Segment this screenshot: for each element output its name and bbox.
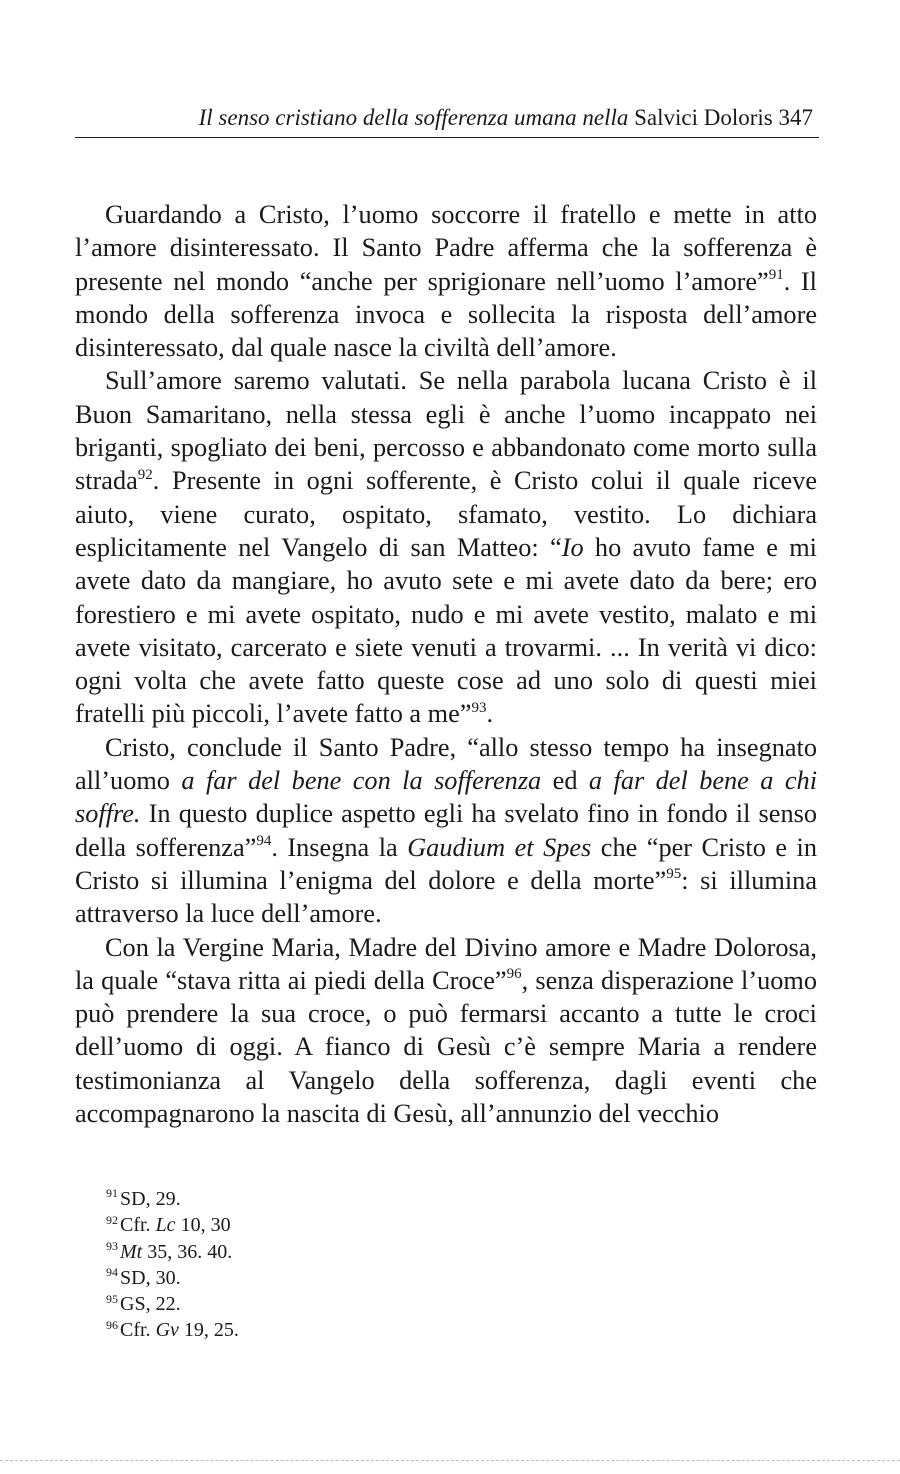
text-run: . Insegna la: [271, 832, 408, 862]
footnote: [106, 1212, 506, 1238]
footnote-ref: 92: [137, 466, 153, 483]
text-run: . Il mondo della sofferenza invoca e sollecita la risposta dell’amore disinteressato, dal quale nasce la civiltà dell’amore.: [75, 266, 817, 363]
text-run: 10, 30: [175, 1214, 231, 1237]
text-run: 35, 36. 40.: [142, 1240, 233, 1263]
footnote: [106, 1186, 506, 1212]
footnote-ref: 96: [506, 966, 522, 983]
paragraph: [75, 731, 817, 931]
body-text: [75, 198, 817, 1130]
text-run: In questo duplice aspetto egli ha svelato fino in fondo il senso della sofferenza”: [75, 799, 817, 862]
text-run: ed: [541, 766, 589, 796]
text-run: Guardando a Cristo, l’uomo soccorre il fratello e mette in atto l’amore disinteressato. Il Santo Padre afferma che la sofferenza è presente nel mondo “anche per sprigionare nell’uomo l’amore”: [75, 200, 817, 296]
text-run: Sull’amore saremo valutati. Se nella parabola lucana Cristo è il Buon Samaritano, nella stessa egli è anche l’uomo incappato nei briganti, spogliato dei beni, percosso e abbandonato come morto sulla strada: [75, 366, 817, 496]
italic-text: Mt: [120, 1240, 143, 1263]
text-run: Cfr.: [120, 1214, 156, 1237]
footnote-number: 94: [106, 1265, 118, 1280]
text-run: SD, 29.: [120, 1188, 181, 1210]
footnote-number: 91: [106, 1186, 118, 1201]
footnote-number: 96: [106, 1317, 118, 1332]
paragraph: [75, 364, 817, 730]
footnote-ref: 94: [256, 832, 272, 849]
text-run: GS, 22.: [120, 1293, 181, 1316]
text-run: Cristo, conclude il Santo Padre, “allo stesso tempo ha insegnato all’uomo: [75, 732, 817, 796]
text-run: Con la Vergine Maria, Madre del Divino amore e Madre Dolorosa, la quale “stava ritta ai piedi della Croce”: [75, 932, 817, 995]
text-run: che “per Cristo e in Cristo si illumina l’enigma del dolore e della morte”: [75, 832, 817, 895]
footnote: [106, 1239, 506, 1265]
footnote-number: 93: [106, 1238, 118, 1253]
text-run: ho avuto fame e mi avete dato da mangiare, ho avuto sete e mi avete dato da bere; ero forestiero e mi avete ospitato, nudo e mi avete vestito, malato e mi avete visitato, carcerato e siete venuti a trovarmi. ... In verità vi dico: ogni volta che avete fatto queste cose ad uno solo di questi miei fratelli più piccoli, l’avete fatto a me”: [75, 532, 817, 729]
paragraph: [75, 931, 817, 1131]
footnote-number: 95: [106, 1291, 118, 1306]
footnote: [106, 1291, 506, 1317]
text-run: . Presente in ogni sofferente, è Cristo colui il quale riceve aiuto, viene curato, ospitato, sfamato, vestito. Lo dichiara esplicitamente nel Vangelo di san Matteo: “: [75, 466, 817, 562]
paragraph: [75, 198, 817, 364]
italic-text: Lc: [155, 1214, 176, 1237]
footnote-ref: 95: [666, 866, 682, 883]
italic-text: a far del bene a chi soffre.: [75, 766, 818, 829]
header-rule: [75, 137, 819, 138]
footnote-ref: 91: [768, 266, 784, 283]
italic-text: a far del bene con la sofferenza: [181, 766, 542, 796]
scan-edge-line: [0, 1460, 900, 1461]
text-run: 19, 25.: [178, 1319, 239, 1342]
footnote: [106, 1317, 506, 1343]
running-header: [75, 104, 813, 132]
text-run: SD, 30.: [120, 1266, 181, 1289]
text-run: .: [486, 699, 494, 729]
italic-text: Gv: [155, 1319, 179, 1342]
italic-text: Gaudium et Spes: [407, 832, 592, 862]
footnote: [106, 1265, 506, 1291]
text-run: Cfr.: [120, 1319, 156, 1342]
footnote-ref: 93: [471, 699, 487, 716]
footnote-number: 92: [106, 1212, 118, 1227]
italic-text: Io: [561, 532, 584, 562]
running-header-title-roman: Salvici Doloris: [628, 105, 773, 130]
text-run: : si illumina attraverso la luce dell’amore.: [75, 865, 817, 929]
running-header-title-italic: Il senso cristiano della sofferenza umana nella: [198, 105, 629, 130]
text-run: , senza disperazione l’uomo può prendere la sua croce, o può fermarsi accanto a tutte le croci dell’uomo di oggi. A fianco di Gesù c’è sempre Maria a rendere testimonianza al Vangelo della sofferenza, dagli eventi che accompagnarono la nascita di Gesù, all’annunzio del vecchio: [75, 965, 818, 1129]
footnotes: [106, 1186, 506, 1344]
page-number: 347: [778, 105, 813, 130]
